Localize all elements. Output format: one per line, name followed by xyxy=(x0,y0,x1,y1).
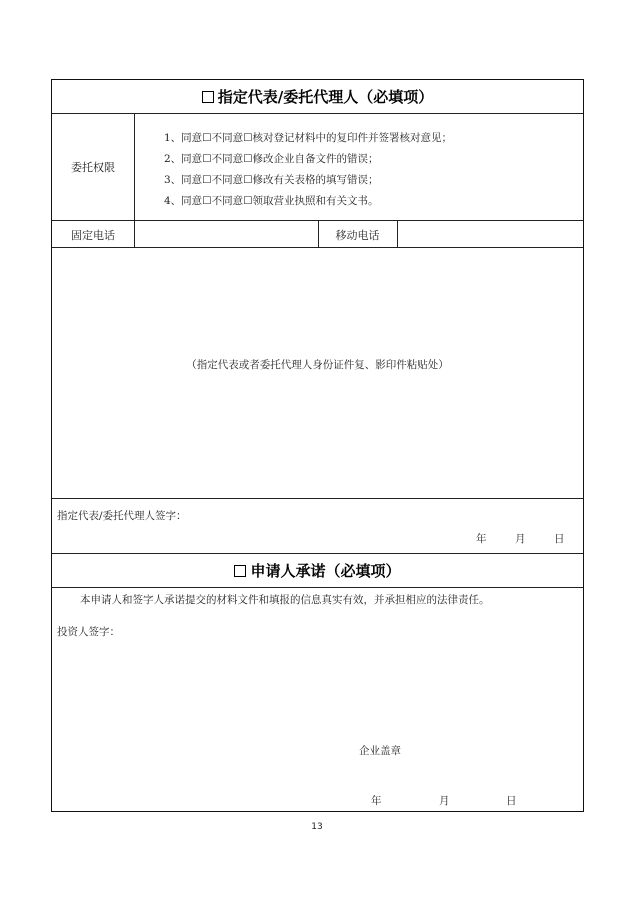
checkbox-icon[interactable] xyxy=(234,565,246,577)
seal-label: 企业盖章 xyxy=(359,745,401,757)
permission-list xyxy=(164,128,452,212)
date-month: 月 xyxy=(439,795,450,807)
landline-field[interactable] xyxy=(138,227,314,245)
date-month: 月 xyxy=(515,533,526,545)
section1-title-text: 指定代表/委托代理人（必填项） xyxy=(217,88,434,106)
divider xyxy=(52,247,583,248)
date-year: 年 xyxy=(371,795,382,807)
divider xyxy=(134,113,135,247)
commitment-text: 本申请人和签字人承诺提交的材料文件和填报的信息真实有效，并承担相应的法律责任。 xyxy=(80,594,490,606)
divider xyxy=(52,498,583,499)
date-day: 日 xyxy=(506,795,517,807)
landline-label: 固定电话 xyxy=(71,228,115,242)
permission-item-3[interactable]: 3、同意☐不同意☐修改有关表格的填写错误； xyxy=(164,174,379,186)
divider xyxy=(52,587,583,588)
id-paste-note: （指定代表或者委托代理人身份证件复、影印件粘贴处） xyxy=(186,359,449,371)
authority-label: 委托权限 xyxy=(71,161,115,174)
date-year: 年 xyxy=(476,533,487,545)
permission-item-1[interactable]: 1、同意☐不同意☐核对登记材料中的复印件并签署核对意见； xyxy=(164,132,453,144)
investor-signature-label: 投资人签字： xyxy=(57,626,120,638)
agent-signature-label: 指定代表/委托代理人签字： xyxy=(57,510,187,522)
checkbox-icon[interactable] xyxy=(202,91,214,103)
section1-title xyxy=(52,80,583,113)
permission-item-2[interactable]: 2、同意☐不同意☐修改企业自备文件的错误； xyxy=(164,153,379,165)
date-day: 日 xyxy=(554,533,565,545)
application-form xyxy=(51,79,584,812)
mobile-field[interactable] xyxy=(402,227,578,245)
divider xyxy=(397,220,398,247)
section2-title xyxy=(52,554,583,587)
permission-item-4[interactable]: 4、同意☐不同意☐领取营业执照和有关文书。 xyxy=(164,195,379,207)
page-number: 13 xyxy=(311,822,323,832)
mobile-label: 移动电话 xyxy=(335,228,380,242)
section2-title-text: 申请人承诺（必填项） xyxy=(250,562,401,580)
